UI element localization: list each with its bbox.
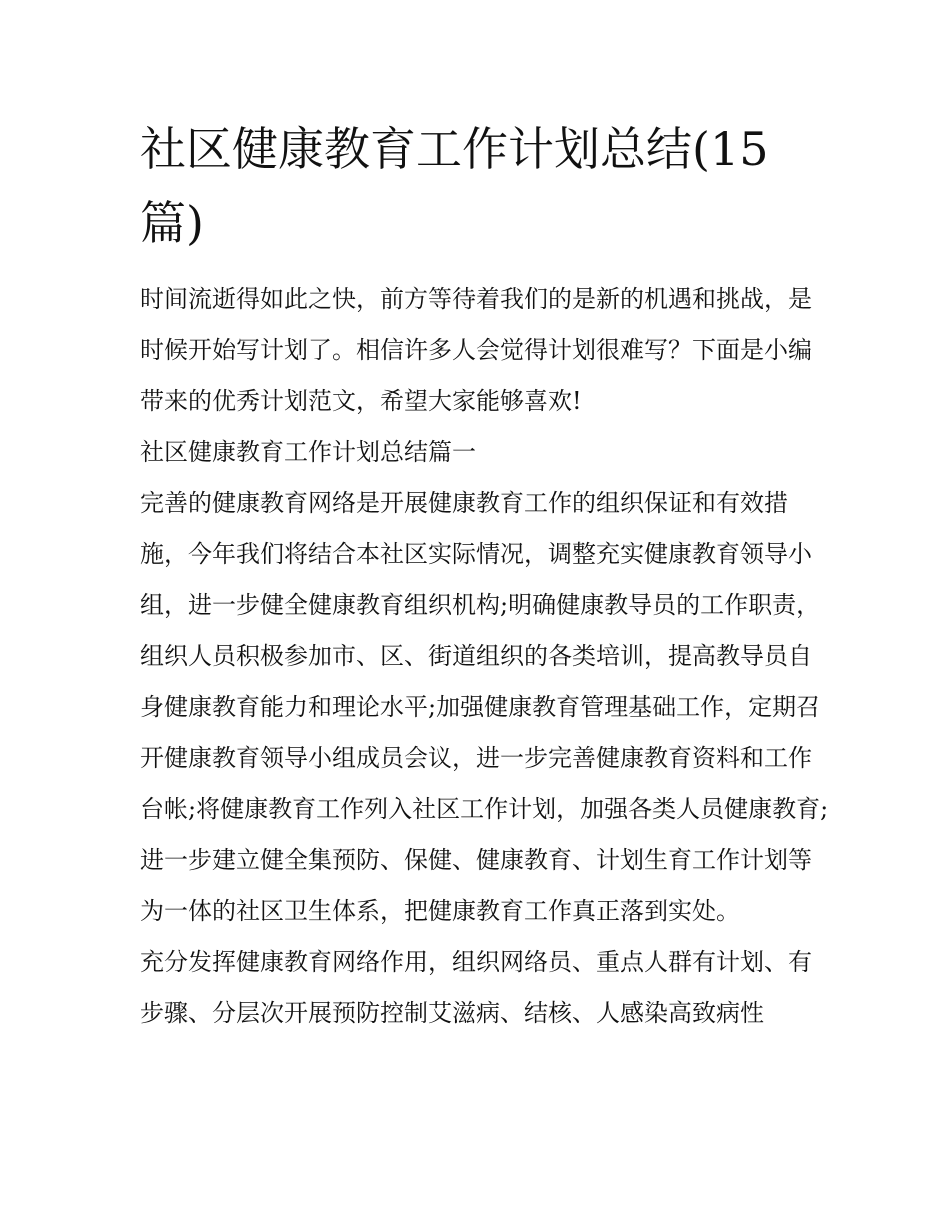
document-body <box>140 274 830 1039</box>
document-title: 社区健康教育工作计划总结(15篇) <box>140 122 769 250</box>
body-paragraph-2: 充分发挥健康教育网络作用，组织网络员、重点人群有计划、有步骤、分层次开展预防控制艾滋病、结核、人感染高致病性 <box>140 948 812 1027</box>
section-heading: 社区健康教育工作计划总结篇一 <box>140 438 476 466</box>
intro-paragraph: 时间流逝得如此之快，前方等待着我们的是新的机遇和挑战，是时候开始写计划了。相信许多人会觉得计划很难写？下面是小编带来的优秀计划范文，希望大家能够喜欢! <box>140 285 812 415</box>
body-paragraph-1: 完善的健康教育网络是开展健康教育工作的组织保证和有效措施，今年我们将结合本社区实际情况，调整充实健康教育领导小组，进一步健全健康教育组织机构;明确健康教导员的工作职责，组织人员积极参加市、区、街道组织的各类培训，提高教导员自身健康教育能力和理论水平;加强健康教育管理基础工作，定期召开健康教育领导小组成员会议，进一步完善健康教育资料和工作台帐;将健康教育工作列入社区工作计划，加强各类人员健康教育;进一步建立健全集预防、保健、健康教育、计划生育工作计划等为一体的社区卫生体系，把健康教育工作真正落到实处。 <box>140 489 829 925</box>
